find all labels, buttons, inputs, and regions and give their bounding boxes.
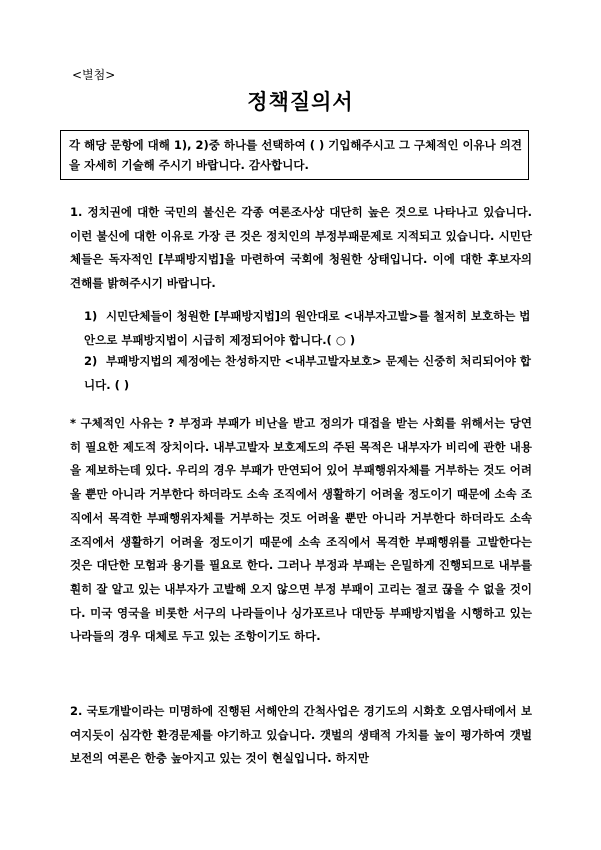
option-label: 2) [84,354,98,368]
option-label: 1) [84,309,98,323]
option-text: 부패방지법의 제정에는 찬성하지만 <내부고발자보호> 문제는 신중히 처리되어야 합니다. ( ) [84,354,532,392]
page-title: 정책질의서 [247,90,354,114]
question-1-option-1 [84,305,534,352]
question-2: 2. 국토개발이라는 미명하에 진행된 서해안의 간척사업은 경기도의 시화호 오염사태에서 보여지듯이 심각한 환경문제를 야기하고 있습니다. 갯벌의 생태적 가치를 높이 평가하여 갯벌 보전의 여론은 한층 높아지고 있는 것이 현실입니다. 하지만 [70,704,532,766]
question-1: 1. 정치권에 대한 국민의 불신은 각종 여론조사상 대단히 높은 것으로 나타나고 있습니다. 이런 불신에 대한 이유로 가장 큰 것은 정치인의 부정부패문제로 지적되고 있습니다. 시민단체들은 독자적인 [부패방지법]을 마련하여 국회에 청원한 상태입니다. 이에 대한 후보자의 견해를 밝혀주시기 바랍니다. [70,205,532,291]
question-1-option-2 [84,350,534,397]
option-text: 시민단체들이 청원한 [부패방지법]의 원안대로 <내부자고발>를 철저히 보호하는 법안으로 부패방지법이 시급히 제정되어야 합니다.( ○ ) [84,309,531,347]
attachment-label: <별첨> [72,68,116,82]
instruction-box: 각 해당 문항에 대해 1), 2)중 하나를 선택하여 ( ) 기입해주시고 그 구체적인 이유나 의견을 자세히 기술해 주시기 바랍니다. 감사합니다. [60,130,529,180]
question-1-reason: * 구체적인 사유는 ? 부정과 부패가 비난을 받고 정의가 대접을 받는 사회를 위해서는 당연히 필요한 제도적 장치이다. 내부고발자 보호제도의 주된 목적은 내부자가 비리에 관한 내용을 제보하는데 있다. 우리의 경우 부패가 만연되어 있어 부패행위자체를 거부하는 것도 어려울 뿐만 아니라 거부한다 하더라도 소속 조직에서 생활하기 어려울 정도이기 때문에 소속 조직에서 목격한 부패행위자체를 거부하는 것도 어려울 뿐만 아니라 거부한다 하더라도 소속 조직에서 생활하기 어려울 정도이기 때문에 소속 조직에서 목격한 부패행위를 고발한다는 것은 대단한 모험과 용기를 필요로 한다. 그러나 부정과 부패는 은밀하게 진행되므로 내부를 훤히 잘 알고 있는 내부자가 고발해 오지 않으면 부정 부패이 고리는 절코 끊을 수 없을 것이다. 미국 영국을 비롯한 서구의 나라들이나 싱가포르나 대만등 부패방지법을 시행하고 있는 나라들의 경우 대체로 두고 있는 조항이기도 하다. [70,416,532,644]
